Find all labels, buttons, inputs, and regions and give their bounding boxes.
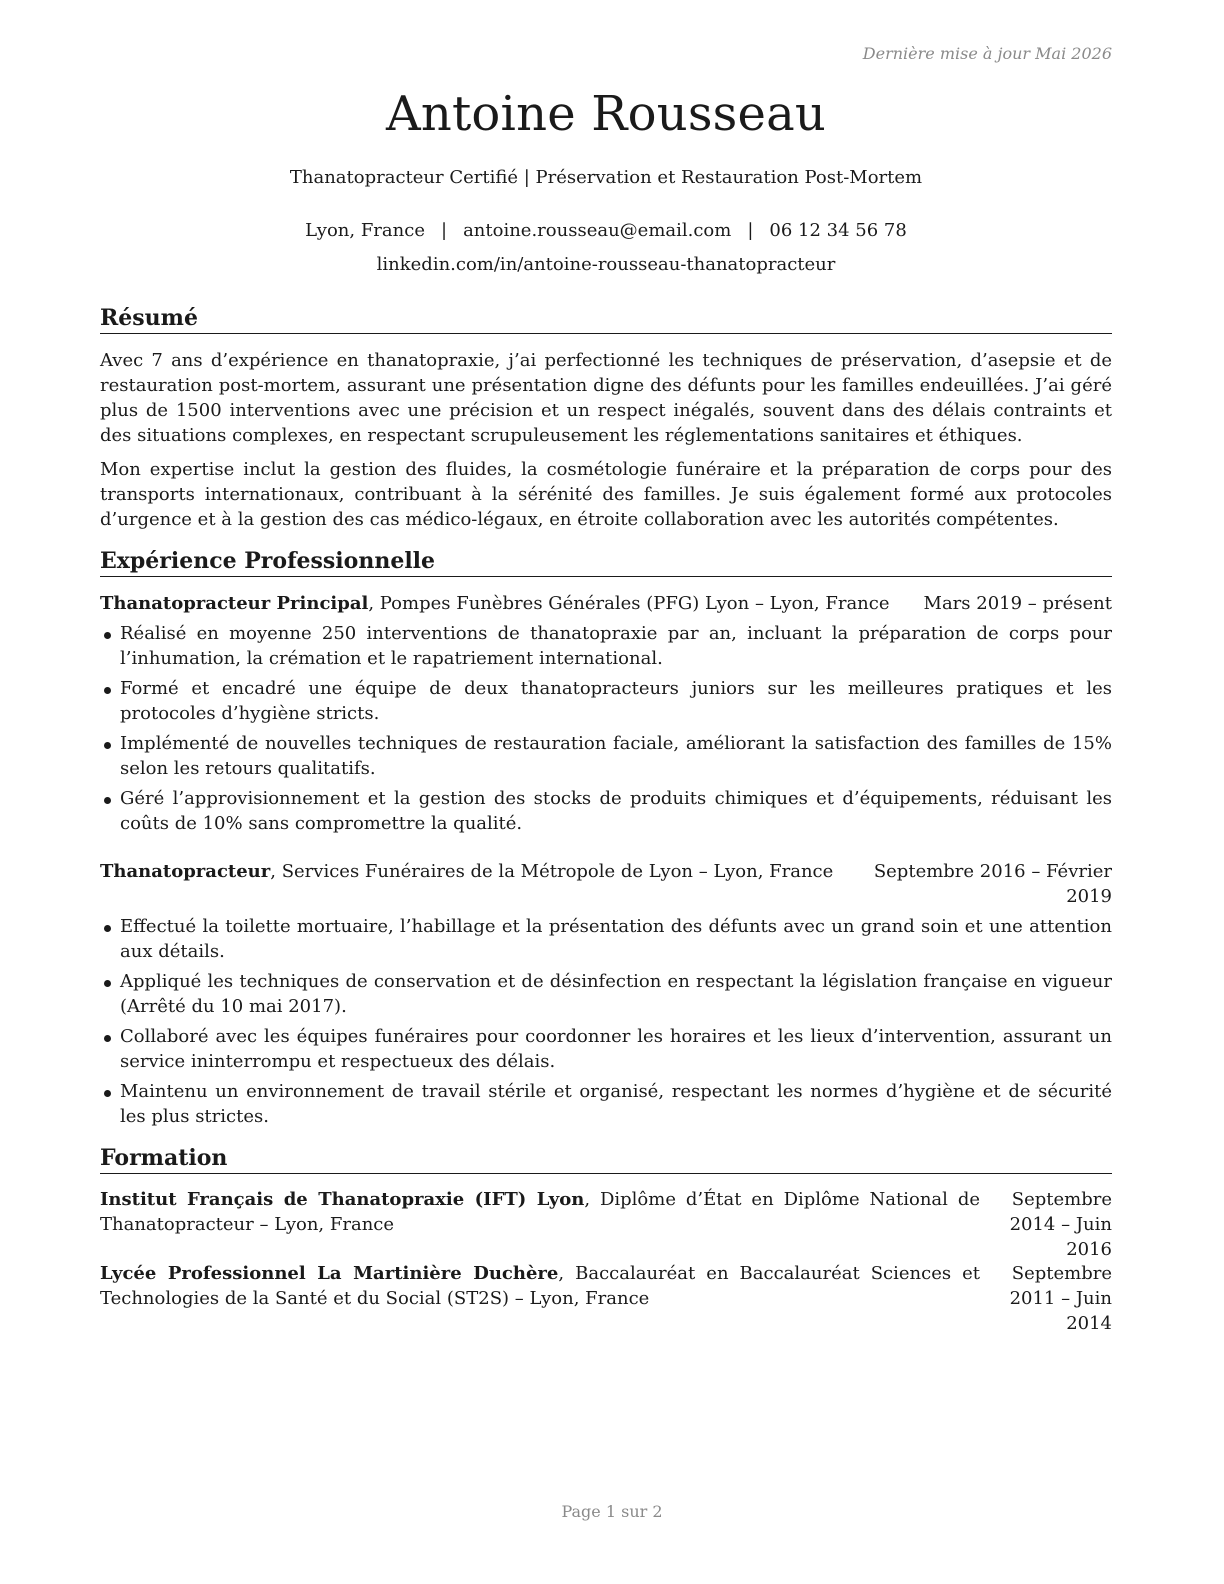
tagline: Thanatopracteur Certifié | Préservation et Restauration Post-Mortem <box>289 167 923 188</box>
bullet-icon <box>104 925 111 932</box>
school-name: Lycée Professionnel La Martinière Duchère <box>100 1263 559 1284</box>
list-item: Effectué la toilette mortuaire, l’habillage et la présentation des défunts avec un grand soin et une attention aux détails. <box>100 914 1112 964</box>
education-dates: Septembre 2011 – Juin 2014 <box>1009 1263 1112 1334</box>
resume-page <box>100 0 1112 1584</box>
bullet-icon <box>104 980 111 987</box>
linkedin-link[interactable]: linkedin.com/in/antoine-rousseau-thanatopracteur <box>376 254 836 275</box>
section-title-education: Formation <box>100 1145 1112 1174</box>
education-dates: Septembre 2014 – Juin 2016 <box>1009 1189 1112 1260</box>
email-link[interactable]: antoine.rousseau@email.com <box>463 220 732 241</box>
separator: | <box>440 220 448 241</box>
location: Lyon, France <box>305 220 425 241</box>
section-title-experience: Expérience Professionnelle <box>100 548 1112 577</box>
section-title-summary: Résumé <box>100 305 1112 334</box>
job-role: Thanatopracteur <box>100 861 271 882</box>
summary-paragraph: Avec 7 ans d’expérience en thanatopraxie, j’ai perfectionné les techniques de préservation, d’asepsie et de restauration post-mortem, assurant une présentation digne des défunts pour les familles endeuillées. J’ai géré plus de 1500 interventions avec une précision et un respect inégalés, souvent dans des délais contraints et des situations complexes, en respectant scrupuleusement les réglementations sanitaires et éthiques. <box>100 350 1112 446</box>
list-item: Maintenu un environnement de travail stérile et organisé, respectant les normes d’hygiène et de sécurité les plus strictes. <box>100 1079 1112 1129</box>
degree: , Baccalauréat en Baccalauréat Sciences et Technologies de la Santé et du Social (ST2S) – Lyon, France <box>100 1263 981 1309</box>
school-name: Institut Français de Thanatopraxie (IFT) Lyon <box>100 1189 585 1210</box>
list-item: Implémenté de nouvelles techniques de restauration faciale, améliorant la satisfaction des familles de 15% selon les retours qualitatifs. <box>100 731 1112 781</box>
list-item: Collaboré avec les équipes funéraires pour coordonner les horaires et les lieux d’intervention, assurant un service ininterrompu et respectueux des délais. <box>100 1024 1112 1074</box>
job-header <box>100 591 1112 616</box>
list-item: Géré l’approvisionnement et la gestion des stocks de produits chimiques et d’équipements, réduisant les coûts de 10% sans compromettre la qualité. <box>100 786 1112 836</box>
list-item: Appliqué les techniques de conservation et de désinfection en respectant la législation française en vigueur (Arrêté du 10 mai 2017). <box>100 969 1112 1019</box>
last-updated: Dernière mise à jour Mai 2026 <box>862 44 1112 63</box>
summary-paragraph: Mon expertise inclut la gestion des fluides, la cosmétologie funéraire et la préparation de corps pour des transports internationaux, contribuant à la sérénité des familles. Je suis également formé aux protocoles d’urgence et à la gestion des cas médico-légaux, en étroite collaboration avec les autorités compétentes. <box>100 459 1112 530</box>
list-item: Formé et encadré une équipe de deux thanatopracteurs juniors sur les meilleures pratiques et les protocoles d’hygiène stricts. <box>100 676 1112 726</box>
job-bullets <box>100 914 1112 1134</box>
degree: , Diplôme d’État en Diplôme National de Thanatopracteur – Lyon, France <box>100 1189 980 1235</box>
contact-line <box>100 220 1112 241</box>
job-bullets <box>100 621 1112 841</box>
page-number: Page 1 sur 2 <box>561 1502 663 1521</box>
job-role: Thanatopracteur Principal <box>100 593 369 614</box>
bullet-icon <box>104 687 111 694</box>
job-header <box>100 859 1112 909</box>
education-entry <box>100 1187 1112 1260</box>
bullet-icon <box>104 797 111 804</box>
bullet-icon <box>104 632 111 639</box>
separator: | <box>747 220 754 241</box>
list-item: Réalisé en moyenne 250 interventions de thanatopraxie par an, incluant la préparation de corps pour l’inhumation, la crémation et le rapatriement international. <box>100 621 1112 671</box>
candidate-name: Antoine Rousseau <box>385 86 827 142</box>
bullet-icon <box>104 1035 111 1042</box>
job-dates: Mars 2019 – présent <box>923 593 1112 614</box>
phone: 06 12 34 56 78 <box>769 220 907 241</box>
job-employer: , Pompes Funèbres Générales (PFG) Lyon – Lyon, France <box>368 593 890 614</box>
job-employer: , Services Funéraires de la Métropole de Lyon – Lyon, France <box>270 861 834 882</box>
bullet-icon <box>104 1090 111 1097</box>
education-entry <box>100 1261 1112 1334</box>
bullet-icon <box>104 742 111 749</box>
job-dates: Septembre 2016 – Février 2019 <box>873 861 1112 907</box>
